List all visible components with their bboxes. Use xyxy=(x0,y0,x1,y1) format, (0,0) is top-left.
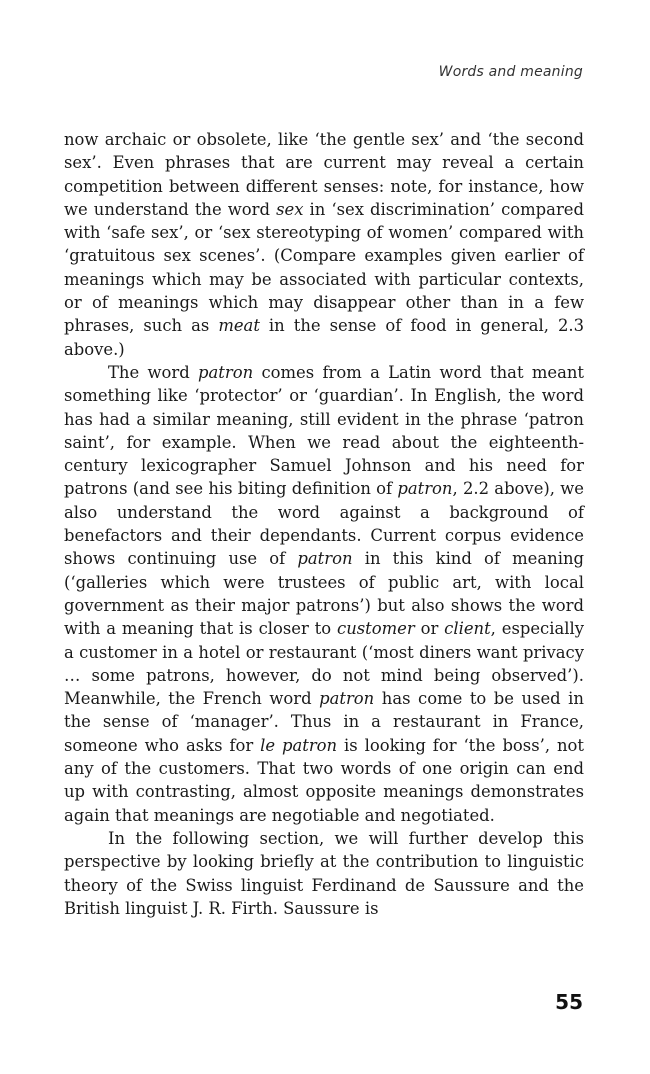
paragraph xyxy=(64,827,584,920)
paragraph xyxy=(64,128,584,361)
page-number: 55 xyxy=(555,990,583,1014)
body-text xyxy=(64,128,584,920)
text-run: , 2.2 above), we also understand the word against a background of benefactors and their dependants. Current corpus evidence shows continuing use of xyxy=(64,479,584,569)
italic-term: client xyxy=(444,619,491,639)
running-head: Words and meaning xyxy=(438,64,583,80)
text-run: The word xyxy=(108,362,199,382)
italic-term: customer xyxy=(337,619,415,639)
text-run: in this kind of meaning (‘galleries which were trustees of public art, with local government as their major patrons’) but also shows the word with a meaning that is closer to xyxy=(64,549,584,639)
text-run: is looking for ‘the boss’, not any of the customers. That two words of one origin can end up with contrasting, almost opposite meanings demonstrates again that meanings are negotiable and negotiated. xyxy=(64,735,584,825)
italic-term: patron xyxy=(319,689,375,709)
text-run: comes from a Latin word that meant something like ‘protector’ or ‘guardian’. In English, the word has had a similar meaning, still evident in the phrase ‘patron saint’, for example. When we read about the eighteenth-century lexicographer Samuel Johnson and his need for patrons (and see his biting definition of xyxy=(64,362,584,499)
text-run: In the following section, we will further develop this perspective by looking briefly at the contribution to linguistic theory of the Swiss linguist Ferdinand de Saussure and the British linguist J. R. Firth. Saussure is xyxy=(64,828,584,918)
text-run: , especially a customer in a hotel or restaurant (‘most diners want privacy … some patrons, however, do not mind being observed’). Meanwhile, the French word xyxy=(64,619,584,709)
text-run: has come to be used in the sense of ‘manager’. Thus in a restaurant in France, someone who asks for xyxy=(64,689,584,755)
italic-term: meat xyxy=(218,316,260,336)
italic-term: patron xyxy=(397,479,453,499)
text-run: or xyxy=(414,619,445,639)
text-run: in the sense of food in general, 2.3 above.) xyxy=(64,316,585,359)
text-run: in ‘sex discrimination’ compared with ‘safe sex’, or ‘sex stereotyping of women’ compared with ‘gratuitous sex scenes’. (Compare examples given earlier of meanings which may be associated with particular contexts, or of meanings which may disappear other than in a few phrases, such as xyxy=(64,199,584,336)
italic-term: le patron xyxy=(260,735,338,755)
paragraph xyxy=(64,361,584,827)
italic-term: sex xyxy=(276,199,304,219)
italic-term: patron xyxy=(198,362,254,382)
text-run: now archaic or obsolete, like ‘the gentle sex’ and ‘the second sex’. Even phrases that are current may reveal a certain competition between different senses: note, for instance, how we understand the word xyxy=(64,130,584,219)
italic-term: patron xyxy=(297,549,353,569)
